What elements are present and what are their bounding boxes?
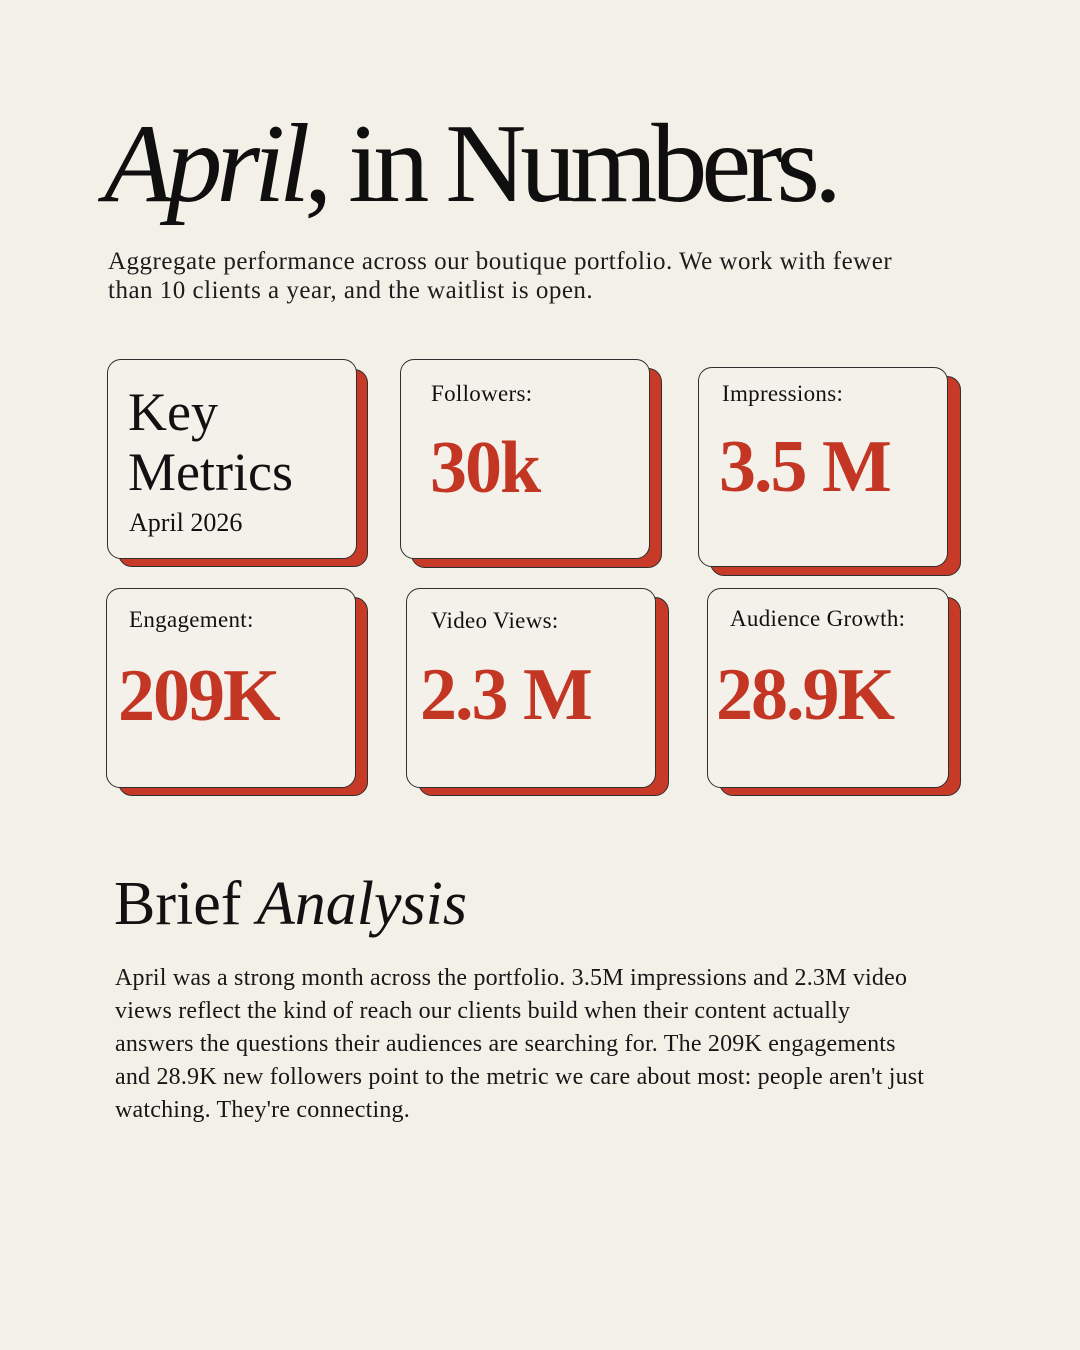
engagement-value: 209K bbox=[118, 655, 279, 737]
followers-card bbox=[400, 359, 650, 559]
impressions-value: 3.5 M bbox=[719, 426, 890, 508]
page-title bbox=[104, 102, 836, 226]
key-metrics-card bbox=[107, 359, 357, 559]
key-metrics-title bbox=[128, 382, 293, 502]
video-views-card bbox=[406, 588, 656, 788]
key-metrics-title-line2: Metrics bbox=[128, 442, 293, 502]
impressions-card bbox=[698, 367, 948, 567]
video-views-value: 2.3 M bbox=[420, 654, 591, 736]
impressions-label: Impressions: bbox=[722, 381, 844, 406]
audience-growth-card bbox=[707, 588, 949, 788]
analysis-title bbox=[114, 868, 467, 940]
followers-label: Followers: bbox=[431, 381, 533, 406]
audience-growth-value: 28.9K bbox=[716, 654, 894, 736]
engagement-label: Engagement: bbox=[129, 607, 254, 632]
followers-value: 30k bbox=[430, 427, 540, 509]
video-views-label: Video Views: bbox=[431, 608, 559, 633]
key-metrics-date: April 2026 bbox=[129, 508, 243, 537]
analysis-title-italic: Analysis bbox=[256, 870, 467, 938]
audience-growth-label: Audience Growth: bbox=[730, 606, 906, 631]
engagement-card bbox=[106, 588, 356, 788]
analysis-body: April was a strong month across the portfolio. 3.5M impressions and 2.3M video views reflect the kind of reach our clients build when their content actually answers the questions their audiences are searching for. The 209K engagements and 28.9K new followers point to the metric we care about most: people aren't just watching. They're connecting. bbox=[115, 965, 925, 1123]
page-title-rest: , in Numbers. bbox=[304, 102, 836, 226]
analysis-title-plain: Brief bbox=[114, 870, 257, 938]
intro-text: Aggregate performance across our boutique portfolio. We work with fewer than 10 clients a year, and the waitlist is open. bbox=[108, 248, 893, 304]
key-metrics-title-line1: Key bbox=[128, 382, 218, 442]
page-title-italic: April bbox=[104, 102, 305, 226]
